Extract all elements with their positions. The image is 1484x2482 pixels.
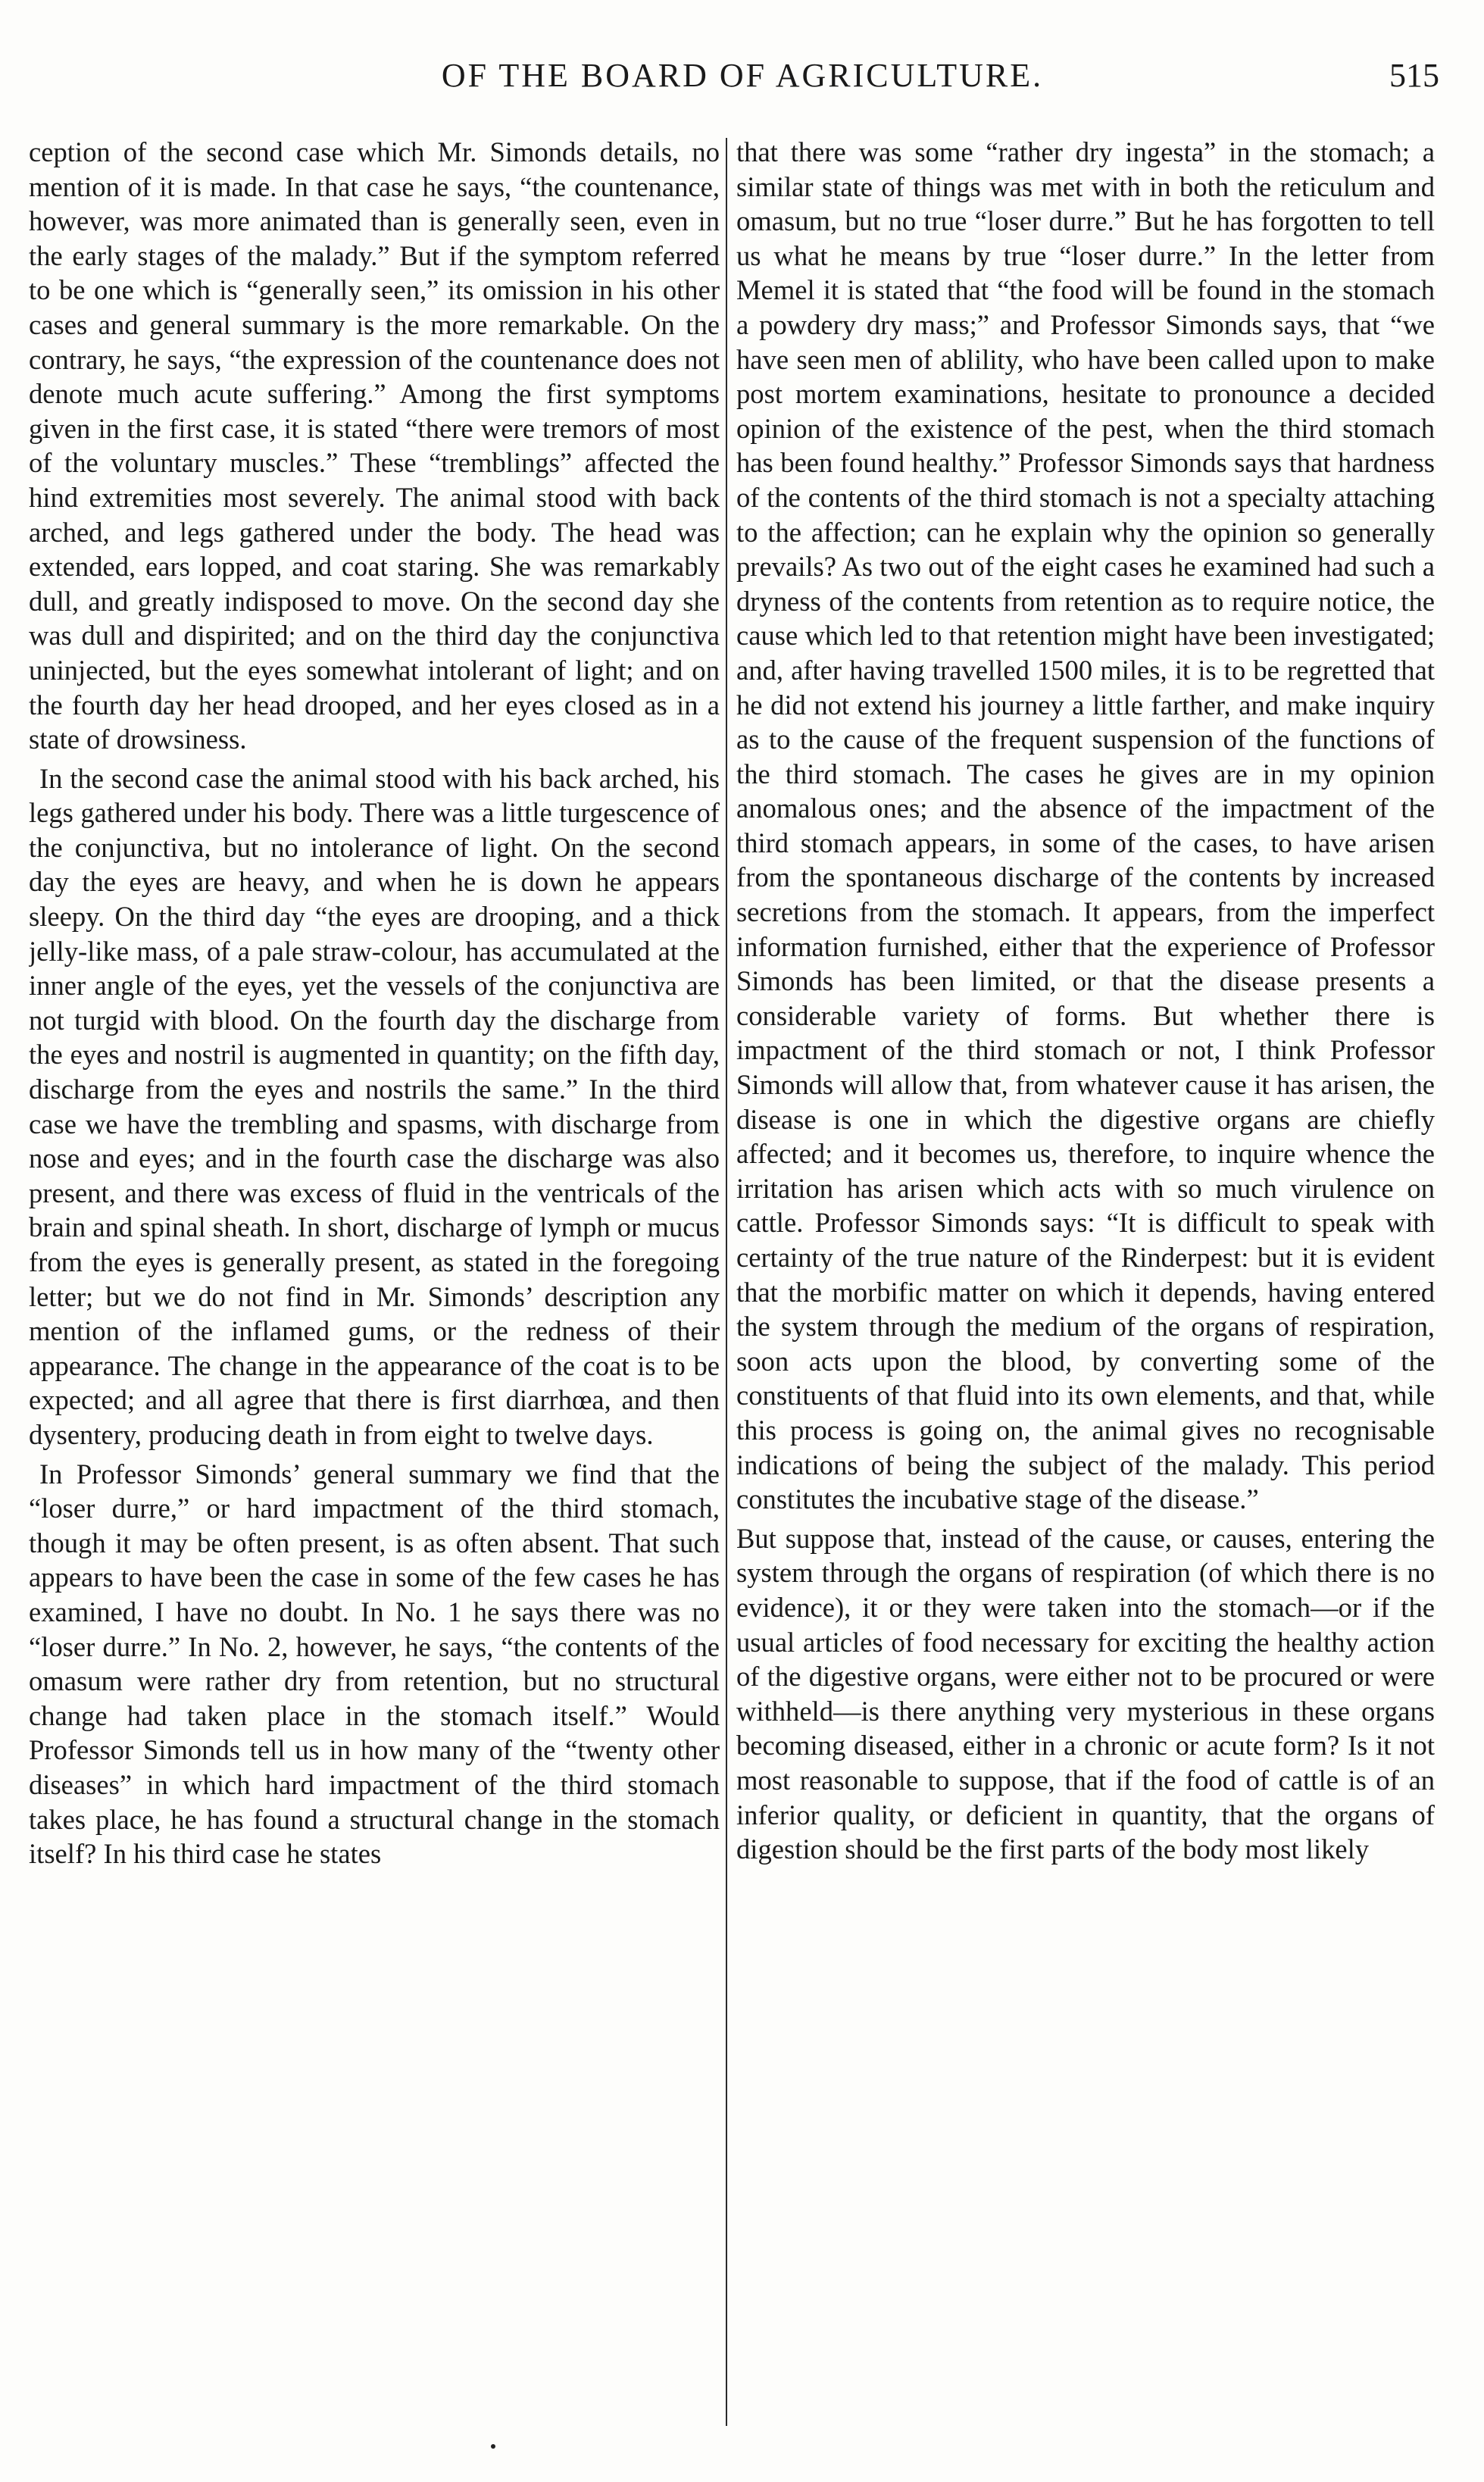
paragraph: In the second case the animal stood with his back arched, his legs gathered under his body. There was a little turgescence of the conjunctiva, but no intolerance of light. On the second day the eyes are heavy, and when he is down he appears sleepy. On the third day “the eyes are drooping, and a thick jelly-like mass, of a pale straw-colour, has accumulated at the inner angle of the eyes, yet the vessels of the conjunctiva are not turgid with blood. On the fourth day the discharge from the eyes and nostril is augmented in quantity; on the fifth day, discharge from the eyes and nostrils the same.” In the third case we have the trembling and spasms, with discharge from nose and eyes; and in the fourth case the discharge was also present, and there was excess of fluid in the ventricals of the brain and spinal sheath. In short, discharge of lymph or mucus from the eyes is generally present, as stated in the foregoing letter; but we do not find in Mr. Simonds’ description any mention of the inflamed gums, or the redness of their appearance. The change in the appearance of the coat is to be expected; and all agree that there is first diarrhœa, and then dysentery, producing death in from eight to twelve days.	[29, 762, 720, 1450]
paragraph: But suppose that, instead of the cause, or causes, entering the system through the organs of respiration (of which there is no evidence), it or they were taken into the stomach—or if the usual articles of food necessary for exciting the healthy action of the digestive organs, were either not to be procured or were withheld—is there anything very mysterious in these organs becoming diseased, either in a chronic or acute form? Is it not most reasonable to suppose, that if the food of cattle is of an inferior quality, or deficient in quantity, that the organs of digestion should be the first parts of the body most likely	[736, 1522, 1435, 1865]
column-divider	[726, 138, 727, 2426]
paragraph: ception of the second case which Mr. Simonds details, no mention of it is made. In that case he says, “the countenance, however, was more animated than is generally seen, even in the early stages of the malady.” But if the symptom referred to be one which is “generally seen,” its omission in his other cases and general summary is the more remarkable. On the contrary, he says, “the expression of the countenance does not denote much acute suffering.” Among the first symptoms given in the first case, it is stated “there were tremors of most of the voluntary muscles.” These “tremblings” affected the hind extremities most severely. The animal stood with back arched, and legs gathered under the body. The head was extended, ears lopped, and coat staring. She was remarkably dull, and greatly indisposed to move. On the second day she was dull and dispirited; and on the third day the conjunctiva uninjected, but the eyes somewhat intolerant of light; and on the fourth day her head drooped, and her eyes closed as in a state of drowsiness.	[29, 136, 720, 755]
right-column	[736, 135, 1435, 2430]
running-title: OF THE BOARD OF AGRICULTURE.	[441, 57, 1044, 94]
print-fleck	[491, 2444, 495, 2449]
running-head	[45, 53, 1439, 98]
page-number: 515	[1389, 57, 1439, 94]
paragraph: In Professor Simonds’ general summary we find that the “loser durre,” or hard impactment of the third stomach, though it may be often present, is as often absent. That such appears to have been the case in some of the few cases he has examined, I have no doubt. In No. 1 he says there was no “loser durre.” In No. 2, however, he says, “the contents of the omasum were rather dry from retention, but no structural change had taken place in the stomach itself.” Would Professor Simonds tell us in how many of the “twenty other diseases” in which hard impactment of the third stomach takes place, he has found a structural change in the stomach itself? In his third case he states	[29, 1458, 720, 1870]
paragraph: that there was some “rather dry ingesta” in the stomach; a similar state of things was met with in both the reticulum and omasum, but no true “loser durre.” But he has forgotten to tell us what he means by true “loser durre.” In the letter from Memel it is stated that “the food will be found in the stomach a powdery dry mass;” and Professor Simonds says, that “we have seen men of ablility, who have been called upon to make post mortem examinations, hesitate to pronounce a decided opinion of the existence of the pest, when the third stomach has been found healthy.” Professor Simonds says that hardness of the contents of the third stomach is not a specialty attaching to the affection; can he explain why the opinion so generally prevails? As two out of the eight cases he examined had such a dryness of the contents from retention as to require notice, the cause which led to that retention might have been investigated; and, after having travelled 1500 miles, it is to be regretted that he did not extend his journey a little farther, and make inquiry as to the cause of the frequent suspension of the functions of the third stomach. The cases he gives are in my opinion anomalous ones; and the absence of the impactment of the third stomach appears, in some of the cases, to have arisen from the spontaneous discharge of the contents by increased secretions from the stomach. It appears, from the imperfect information furnished, either that the experience of Professor Simonds has been limited, or that the disease presents a considerable variety of forms. But whether there is impactment of the third stomach or not, I think Professor Simonds will allow that, from whatever cause it has arisen, the disease is one in which the digestive organs are chiefly affected; and it becomes us, therefore, to inquire whence the irritation has arisen which acts with so much virulence on cattle. Professor Simonds says: “It is difficult to speak with certainty of the true nature of the Rinderpest: but it is evident that the morbific matter on which it depends, having entered the system through the medium of the organs of respiration, soon acts upon the blood, by converting some of the constituents of that fluid into its own elements, and that, while this process is going on, the animal gives no recognisable indications of being the subject of the malady. This period constitutes the incubative stage of the disease.”	[736, 136, 1435, 1515]
left-column	[29, 135, 720, 2430]
